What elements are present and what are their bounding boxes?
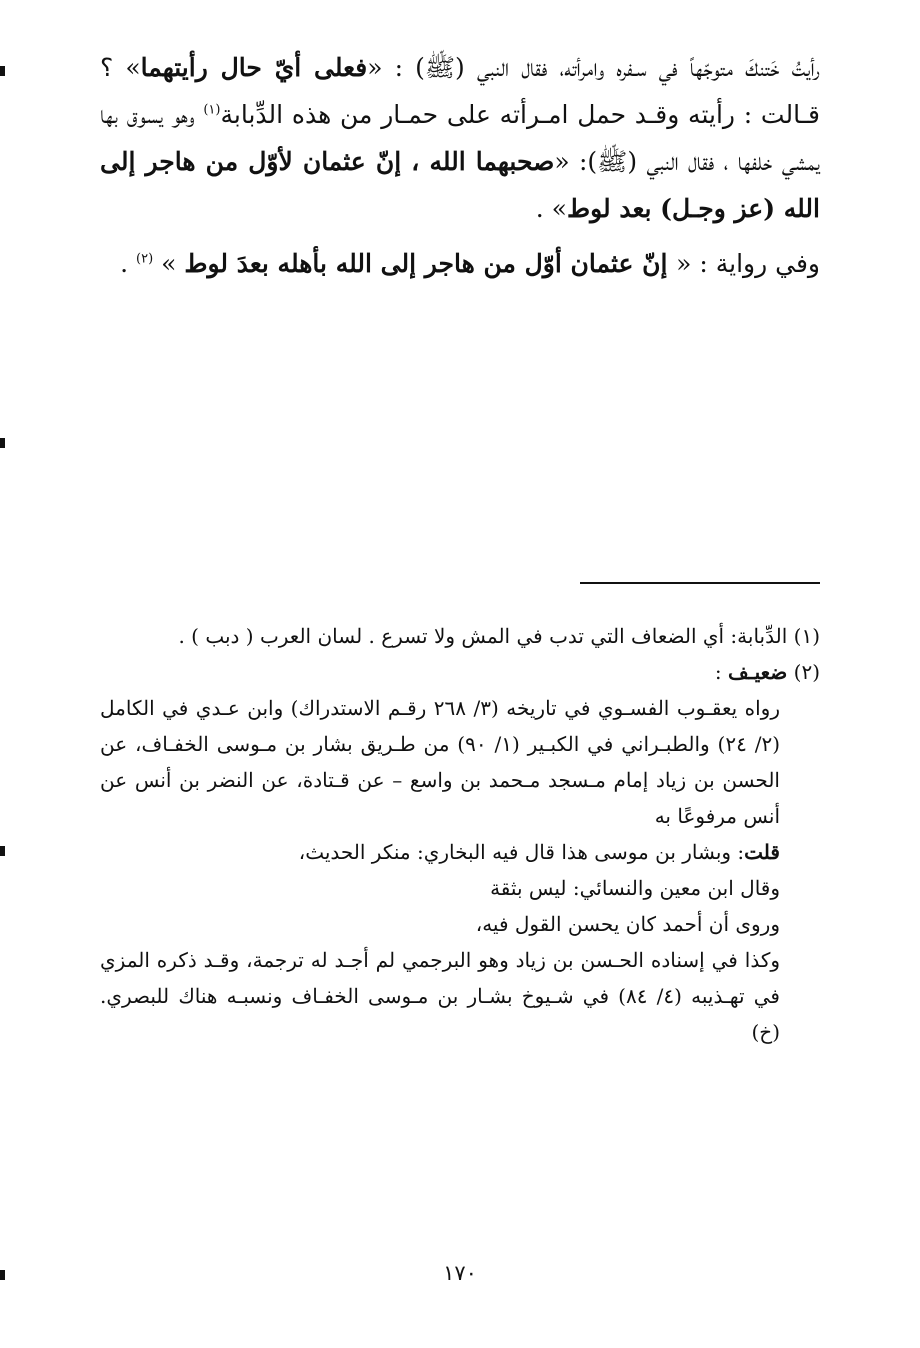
- text-run: رأيتُ خَتنكَ متوجّهاً في سـفره وامرأته، فقال النبي (ﷺ) : «: [367, 53, 820, 82]
- takhrij-paragraph: رواه يعقـوب الفسـوي في تاريخه (٣/ ٢٦٨ رقـم الاستدراك) وابن عـدي في الكامل (٢/ ٢٤) والطبـراني في الكبـير (١/ ٩٠) من طـريق بشار بن مـوسى الخفـاف، عن الحسن بن زياد إمام مـسجد مـحمد بن واسع – عن قـتادة، عن النضر بن أنس عن أنس مرفوعًا به: [100, 696, 780, 828]
- edge-mark: [0, 438, 5, 448]
- edge-mark: [0, 1270, 5, 1280]
- footnote-ref-2: (٢): [136, 251, 154, 267]
- hadith-quote: فعلى أيّ حال رأيتهما: [140, 53, 368, 82]
- ibn-maeen-line: وقال ابن معين والنسائي: ليس بثقة: [490, 876, 780, 900]
- main-paragraph-2: [100, 240, 820, 287]
- isnad-paragraph: وكذا في إسناده الحـسن بن زياد وهو البرجمي لم أجـد له ترجمة، وقـد ذكره المزي في تهـذيبه (٤/ ٨٤) في شـيوخ بشـار بن مـوسى الخفـاف ونسبـه هناك للبصري. (خ): [100, 948, 780, 1044]
- text-run: وهو يسوق بها يمشي خلفها ، فقال النبي (ﷺ): «: [100, 100, 820, 176]
- page-number: ١٧٠: [443, 1261, 477, 1285]
- grading-label: ضعيـف: [728, 660, 788, 684]
- text-run: » .: [535, 194, 567, 223]
- qult-line: [100, 834, 780, 870]
- main-text: [100, 44, 820, 287]
- hadith-quote: صحبهما الله ، إنّ عثمان لأوّل من هاجر إلى الله (عز وجـل) بعد لوط: [100, 147, 820, 223]
- qult-label: قلت: [744, 840, 780, 864]
- edge-mark: [0, 66, 5, 76]
- edge-mark: [0, 846, 5, 856]
- text-run: »: [153, 249, 185, 278]
- ahmad-line: وروى أن أحمد كان يحسن القول فيه،: [475, 912, 780, 936]
- text-run: .: [120, 249, 137, 278]
- text-run: وفي رواية : «: [676, 249, 820, 278]
- footnote-separator: [580, 582, 820, 584]
- footnotes: [100, 618, 820, 1050]
- text-run: » ؟ قـالت : رأيته وقـد حمل امـرأته على حمـار من هذه الدِّبابة: [100, 53, 820, 129]
- main-paragraph-1: [100, 44, 820, 232]
- hadith-quote: إنّ عثمان أوّل من هاجر إلى الله بأهله بعدَ لوط: [184, 249, 677, 278]
- footnote-1: [100, 618, 820, 654]
- text-run: :: [714, 660, 729, 684]
- footnote-text: الدِّبابة: أي الضعاف التي تدب في المش ولا تسرع . لسان العرب ( دبب ) .: [178, 624, 788, 648]
- text-run: : وبشار بن موسى هذا قال فيه البخاري: منكر الحديث،: [298, 840, 745, 864]
- footnote-2-heading: [100, 654, 820, 690]
- footnote-number: (١): [793, 624, 820, 648]
- footnote-2-body: [100, 690, 820, 1050]
- footnote-ref-1: (١): [203, 102, 221, 118]
- footnote-number: (٢): [793, 660, 820, 684]
